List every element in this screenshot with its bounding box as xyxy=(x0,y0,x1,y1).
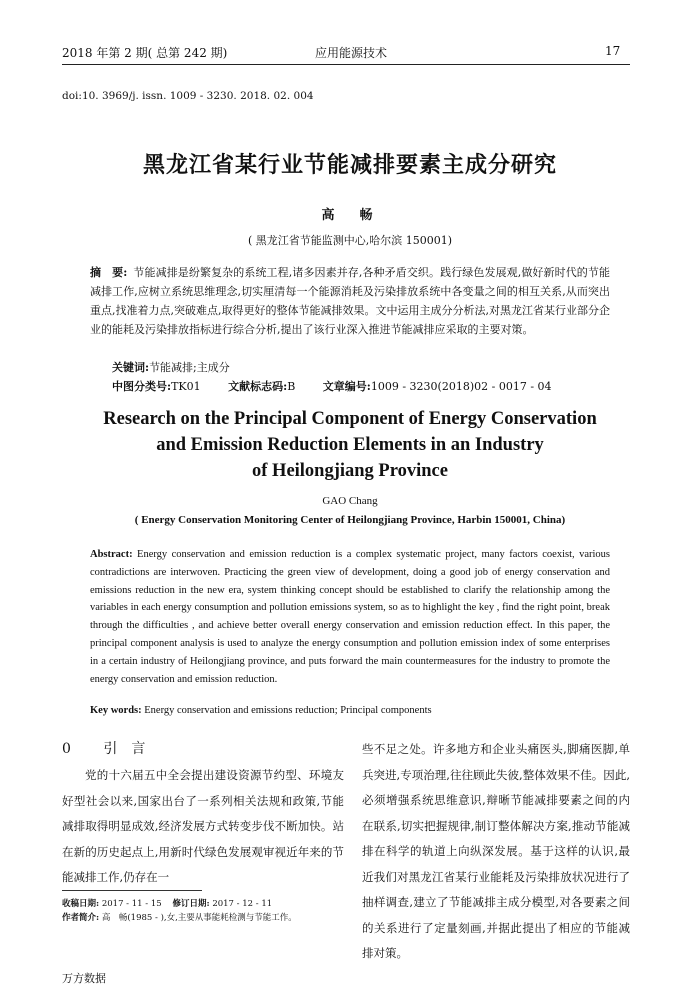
revised-date: 2017 - 12 - 11 xyxy=(212,899,273,909)
english-author: GAO Chang xyxy=(322,495,378,507)
chinese-abstract-label: 摘 要: xyxy=(90,266,128,279)
page-number: 17 xyxy=(605,44,621,58)
section-title: 引言 xyxy=(103,741,160,757)
doc-code-label: 文献标志码: xyxy=(228,380,288,393)
running-header-journal-name: 应用能源技术 xyxy=(315,46,388,60)
doi: doi:10. 3969/j. issn. 1009 - 3230. 2018. 02. 004 xyxy=(62,90,314,102)
classification-line xyxy=(112,378,576,394)
english-keywords-label: Key words: xyxy=(90,705,142,716)
section-number: 0 xyxy=(62,741,85,757)
english-title-line-2: and Emission Reduction Elements in an Industry xyxy=(156,435,544,455)
english-abstract-text: Energy conservation and emission reduction is a complex systematic project, many factors coexist, various contradictions are interwoven. Practicing the green view of development, doing a good job of energy conservation and emissions reduction in the new era, system thinking concept should be established to clarify the relationship among the variables in each energy consumption and pollution emissions system, so as to highlight the key , find the right point, break through the difficulties , and achieve better overall energy conservation and emission reduction effect. In this paper, the principal component analysis is used to analyze the energy consumption and pollution emission index of some enterprises in a certain industry of Heilongjiang province, and puts forward the main countermeasures for the industry to promote the energy conservation and emission reduction. xyxy=(90,549,610,685)
chinese-keywords-text: 节能减排;主成分 xyxy=(149,361,230,374)
article-no-value: 1009 - 3230(2018)02 - 0017 - 04 xyxy=(370,380,552,393)
clc-value: TK01 xyxy=(171,380,201,393)
english-abstract-label: Abstract: xyxy=(90,549,133,560)
english-title xyxy=(0,406,700,484)
running-header-journal-issue: 2018 年第 2 期( 总第 242 期) xyxy=(62,46,228,60)
watermark-footer: 万方数据 xyxy=(62,972,106,985)
header-rule xyxy=(62,64,630,65)
author-bio-text: 高 畅(1985 - ),女,主要从事能耗检测与节能工作。 xyxy=(101,913,297,923)
chinese-title: 黑龙江省某行业节能减排要素主成分研究 xyxy=(142,152,557,178)
english-abstract xyxy=(90,546,610,688)
chinese-keywords xyxy=(112,359,230,375)
chinese-abstract xyxy=(90,263,610,339)
revised-label: 修订日期: xyxy=(172,899,210,909)
english-affiliation: ( Energy Conservation Monitoring Center of Heilongjiang Province, Harbin 150001, China) xyxy=(134,514,566,526)
section-heading xyxy=(62,738,159,758)
body-right-column: 些不足之处。许多地方和企业头痛医头,脚痛医脚,单兵突进,专项治理,往往顾此失彼,整体效果不佳。因此,必须增强系统思维意识,辩晰节能减排要素之间的内在联系,切实把握规律,制订整体解决方案,推动节能减排在科学的轨道上向纵深发展。基于这样的认识,最近我们对黑龙江省某行业能耗及污染排放状况进行了抽样调查,建立了节能减排主成分模型,对各要素之间的关系进行了定量刻画,并据此提出了相应的节能减排对策。 xyxy=(362,742,630,960)
english-keywords xyxy=(90,705,432,716)
footnote-rule xyxy=(62,890,202,891)
author-bio-label: 作者简介: xyxy=(62,913,100,923)
english-keywords-text: Energy conservation and emissions reduction; Principal components xyxy=(141,705,432,716)
body-left-column: 党的十六届五中全会提出建设资源节约型、环境友好型社会以来,国家出台了一系列相关法规和政策,节能减排取得明显成效,经济发展方式转变步伐不断加快。站在新的历史起点上,用新时代绿色发展观审视近年来的节能减排工作,仍存在一 xyxy=(62,768,344,884)
footnote-dates xyxy=(62,898,342,911)
doc-code-value: B xyxy=(287,380,296,393)
chinese-keywords-label: 关键词: xyxy=(112,361,150,374)
footnote-author-bio xyxy=(62,912,342,925)
chinese-abstract-text: 节能减排是纷繁复杂的系统工程,诸多因素并存,各种矛盾交织。践行绿色发展观,做好新时代的节能减排工作,应树立系统思维理念,切实厘清每一个能源消耗及污染排放系统中各变量之间的相互关系,从而突出重点,找准着力点,突破难点,取得更好的整体节能减排效果。文中运用主成分分析法,对黑龙江省某行业部分企业的能耗及污染排放指标进行综合分析,提出了该行业深入推进节能减排应采取的主要对策。 xyxy=(90,266,610,336)
english-title-line-1: Research on the Principal Component of Energy Conservation xyxy=(103,409,597,429)
article-no-label: 文章编号: xyxy=(322,380,371,393)
english-title-line-3: of Heilongjiang Province xyxy=(252,461,448,481)
received-date: 2017 - 11 - 15 xyxy=(101,899,162,909)
chinese-author: 高 畅 xyxy=(321,208,379,223)
received-label: 收稿日期: xyxy=(62,899,100,909)
clc-label: 中图分类号: xyxy=(112,380,172,393)
chinese-affiliation: ( 黑龙江省节能监测中心,哈尔滨 150001) xyxy=(247,234,453,247)
